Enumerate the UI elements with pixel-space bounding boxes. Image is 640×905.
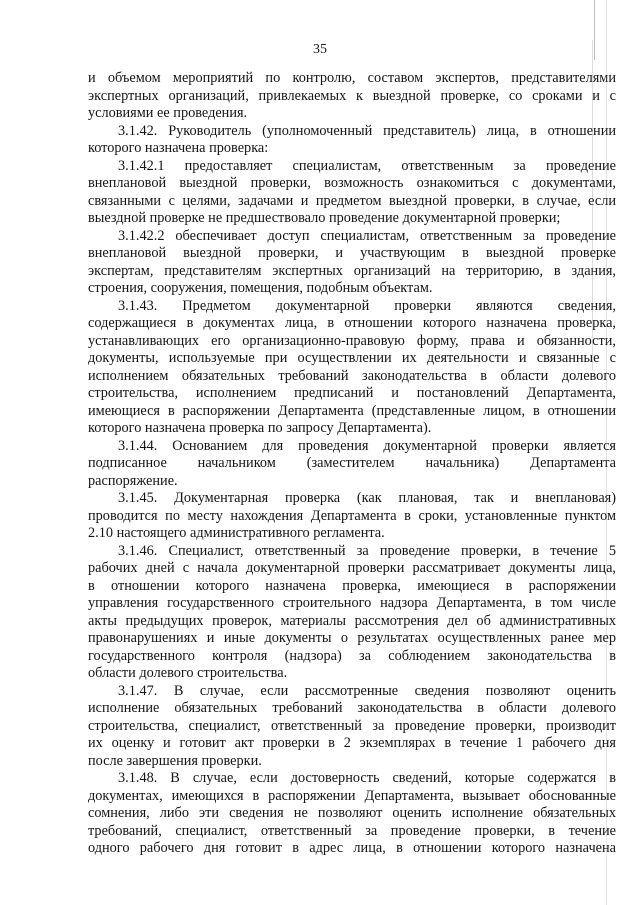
text-line: строения, сооружения, помещения, подобным объектам. <box>88 280 433 296</box>
text-line: одного рабочего дня готовит в адрес лица, в отношении которого назначена <box>88 840 616 856</box>
text-line: которого назначена проверка по запросу Департамента). <box>88 420 432 436</box>
text-line: имеющиеся в распоряжении Департамента (представленные лицом, в отношении <box>88 402 616 419</box>
text-line: внеплановой выездной проверки, возможность ознакомиться с документами, <box>88 175 616 191</box>
text-line: рабочих дней с начала документарной проверки рассматривает документы лица, <box>88 560 616 576</box>
text-line: 3.1.48. В случае, если достоверность сведений, которые содержатся в <box>118 770 616 786</box>
text-line: после завершения проверки. <box>88 752 262 769</box>
paragraph <box>88 770 616 858</box>
text-line: строительства, исполнением предписаний и постановлений Департамента, <box>88 385 616 401</box>
text-line: 3.1.44. Основанием для проведения документарной проверки является <box>118 437 616 454</box>
text-line: государственного контроля (надзора) за соблюдением законодательства в <box>88 647 616 664</box>
text-line: связанными с целями, задачами и предметом выездной проверки, в случае, если <box>88 192 616 209</box>
paragraph <box>88 228 616 298</box>
text-line: их оценку и готовит акт проверки в 2 экземплярах в течение 1 рабочего дня <box>88 735 616 751</box>
text-line: требований, специалист, ответственный за проведение проверки, в течение <box>88 822 616 839</box>
text-line: содержащиеся в документах лица, в отношении которого назначена проверка, <box>88 315 616 331</box>
text-line: сомнения, либо эти сведения не позволяют оценить исполнение обязательных <box>88 805 616 821</box>
paragraph <box>88 70 616 123</box>
text-line: экспертных организаций, привлекаемых к выездной проверке, со сроками и с <box>88 87 616 104</box>
text-line: 3.1.42.2 обеспечивает доступ специалистам, ответственным за проведение <box>118 227 616 244</box>
scan-artifact <box>592 40 593 370</box>
scan-artifact <box>606 0 607 905</box>
paragraph <box>88 438 616 491</box>
text-line: 2.10 настоящего административного регламента. <box>88 525 385 541</box>
text-line: устанавливающих его организационно-правовую форму, права и обязанности, <box>88 332 616 349</box>
paragraph <box>88 490 616 543</box>
paragraph <box>88 158 616 228</box>
paragraph <box>88 543 616 683</box>
text-line: распоряжение. <box>88 472 178 489</box>
text-line: проводится по месту нахождения Департамента в сроки, установленные пунктом <box>88 507 616 524</box>
text-line: и объемом мероприятий по контролю, составом экспертов, представителями <box>88 70 616 86</box>
text-line: условиями ее проведения. <box>88 105 248 121</box>
text-line: акты предыдущих проверок, материалы рассмотрения дел об административных <box>88 612 616 629</box>
text-line: которого назначена проверка: <box>88 140 269 156</box>
paragraph <box>88 683 616 771</box>
page-number: 35 <box>313 42 327 57</box>
text-line: исполнением обязательных требований законодательства в области долевого <box>88 367 616 384</box>
text-line: 3.1.42. Руководитель (уполномоченный представитель) лица, в отношении <box>118 122 616 139</box>
text-line: внеплановой выездной проверки, и участвующим в выездной проверке <box>88 245 616 261</box>
text-line: подписанное начальником (заместителем начальника) Департамента <box>88 455 616 471</box>
text-line: 3.1.45. Документарная проверка (как плановая, так и внеплановая) <box>118 490 616 506</box>
text-line: управления государственного строительного надзора Департамента, в том числе <box>88 595 616 611</box>
document-body <box>88 70 616 858</box>
text-line: экспертам, представителям экспертных организаций на территорию, в здания, <box>88 262 616 279</box>
text-line: строительства, специалист, ответственный за проведение проверки, производит <box>88 717 616 734</box>
text-line: в отношении которого назначена проверка, имеющиеся в распоряжении <box>88 577 616 594</box>
text-line: 3.1.43. Предметом документарной проверки являются сведения, <box>118 297 616 314</box>
scan-artifact <box>594 0 595 60</box>
text-line: исполнение обязательных требований законодательства в области долевого <box>88 700 616 716</box>
text-line: правонарушениях и иные документы о результатах осуществленных ранее мер <box>88 630 616 646</box>
paragraph <box>88 298 616 438</box>
text-line: 3.1.47. В случае, если рассмотренные сведения позволяют оценить <box>118 682 616 699</box>
text-line: документах, имеющихся в распоряжении Департамента, вызывает обоснованные <box>88 787 616 804</box>
paragraph <box>88 123 616 158</box>
text-line: документы, используемые при осуществлении их деятельности и связанные с <box>88 350 616 366</box>
text-line: области долевого строительства. <box>88 665 288 681</box>
text-line: 3.1.46. Специалист, ответственный за проведение проверки, в течение 5 <box>118 542 616 559</box>
text-line: 3.1.42.1 предоставляет специалистам, ответственным за проведение <box>118 157 616 174</box>
text-line: выездной проверке не предшествовало проведение документарной проверки; <box>88 210 561 226</box>
